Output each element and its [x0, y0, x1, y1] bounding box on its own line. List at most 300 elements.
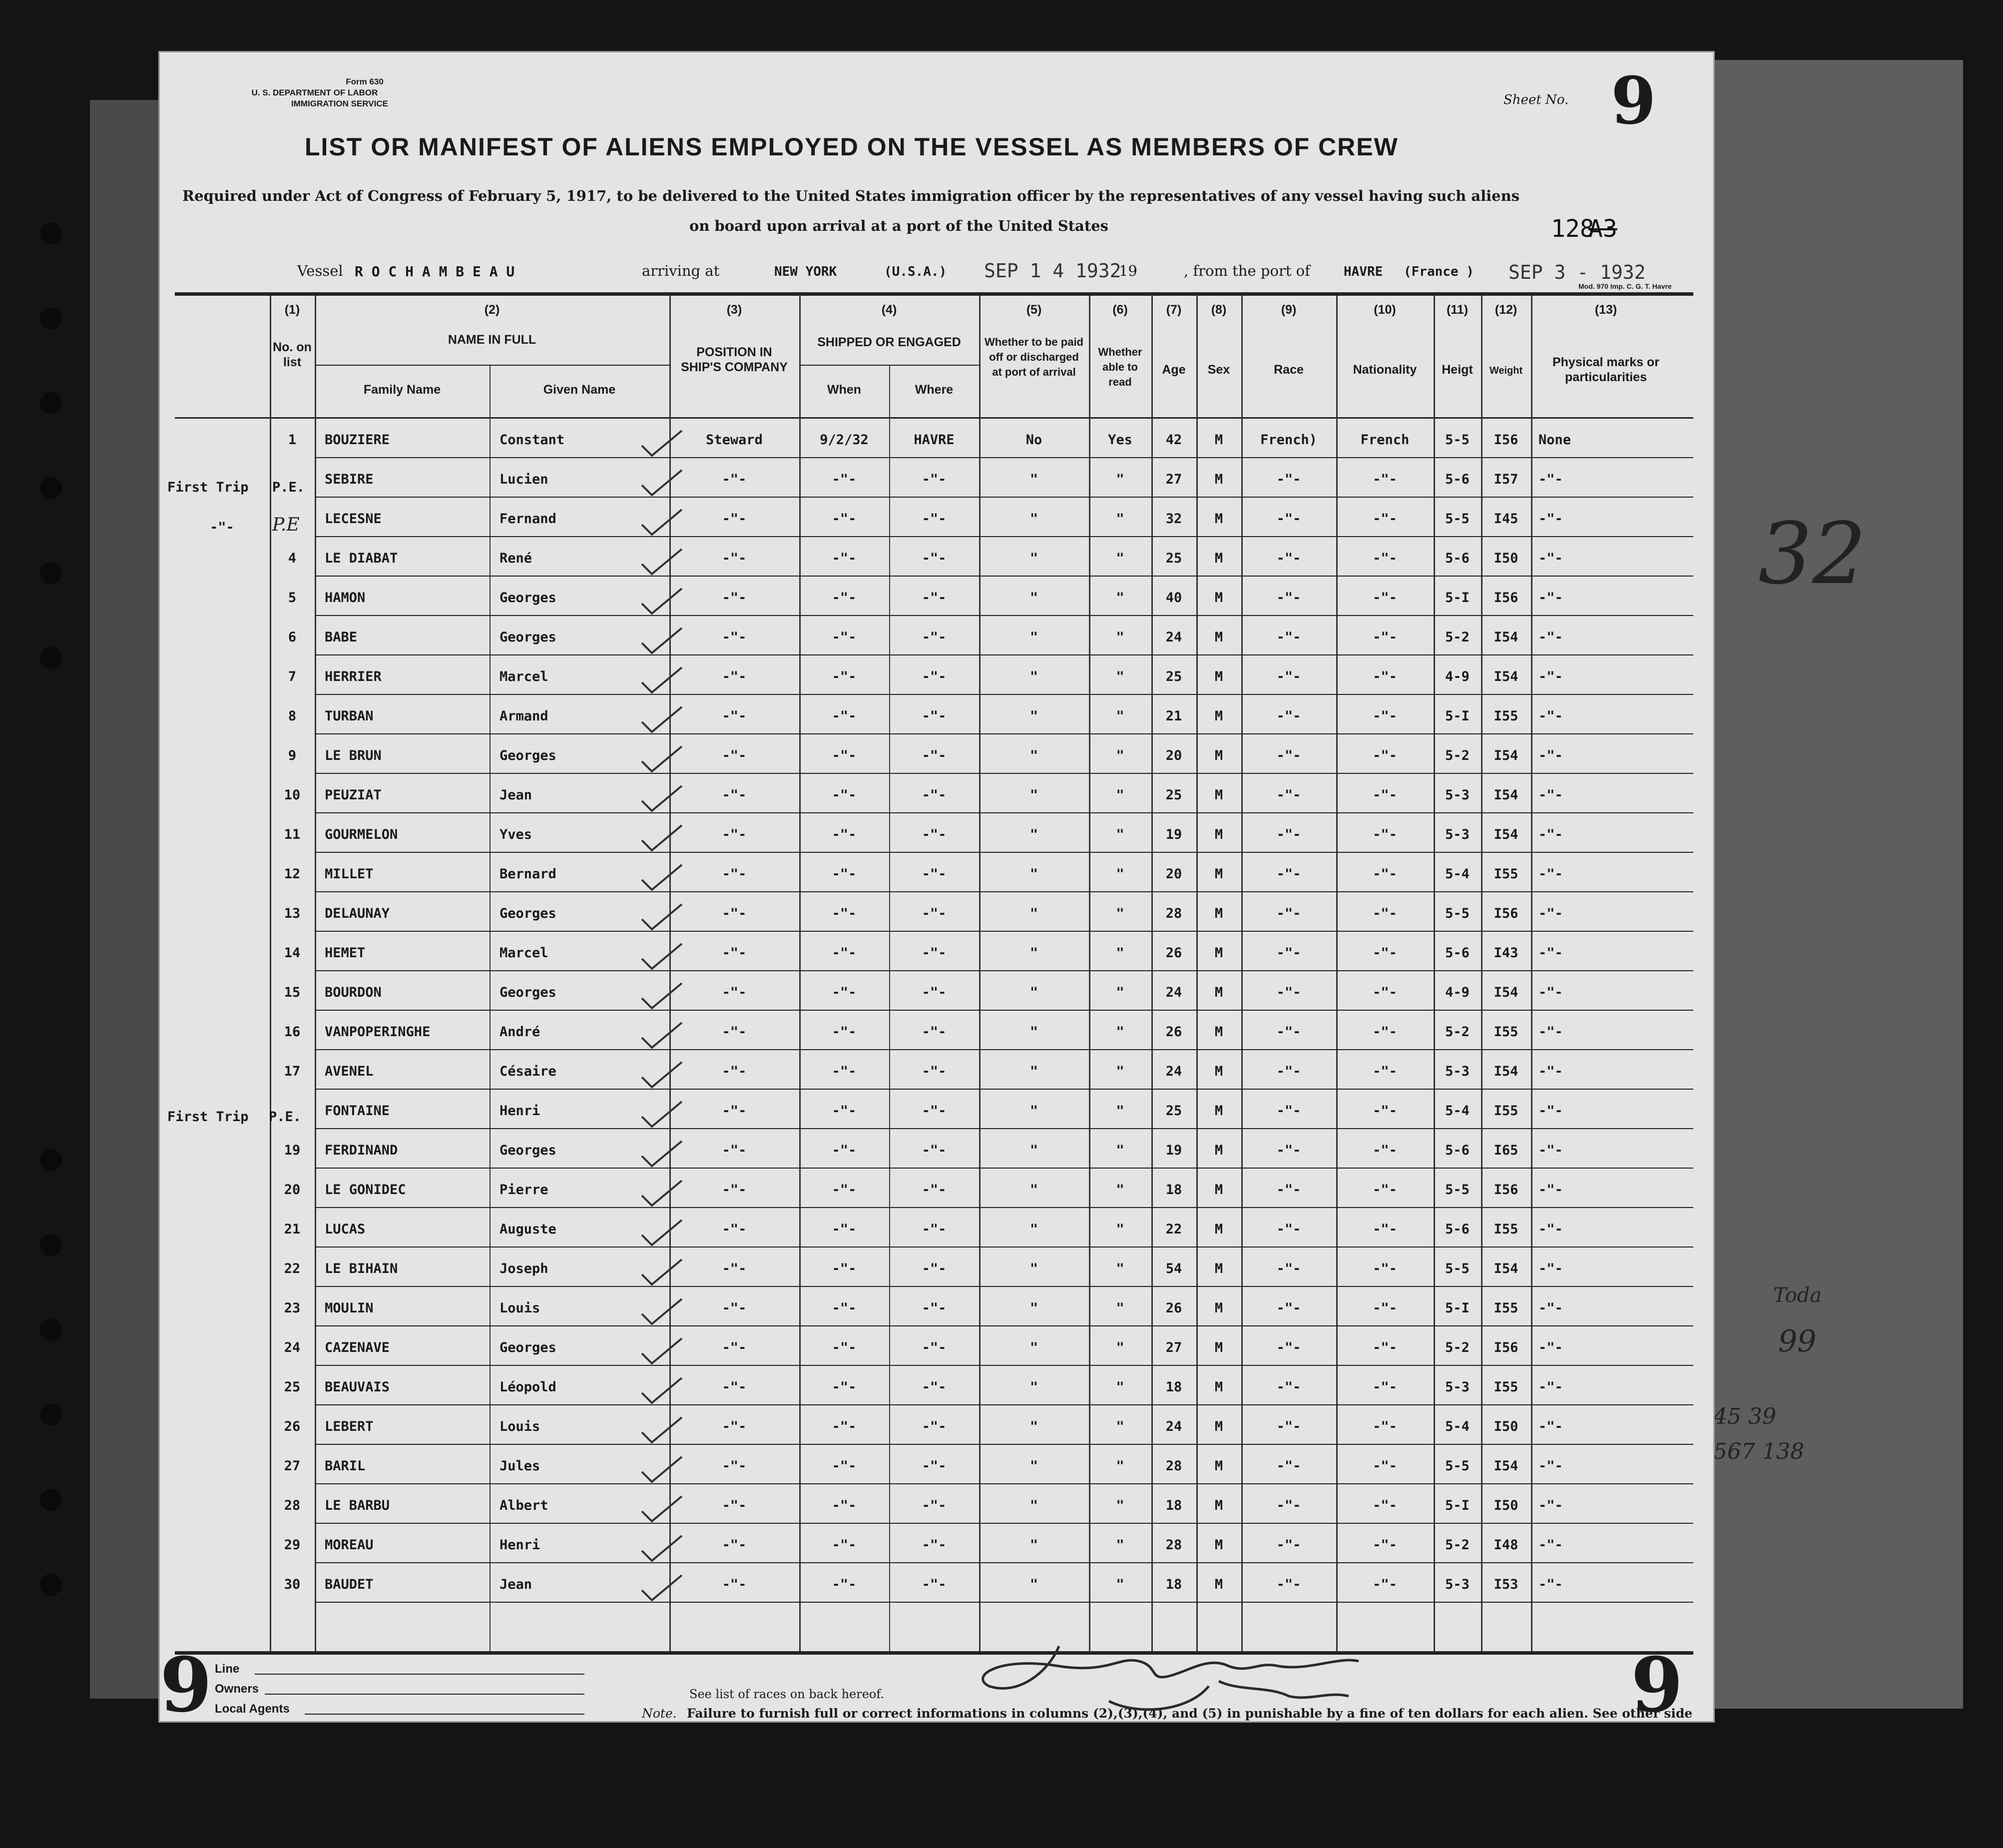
race: -"- [1276, 1498, 1301, 1513]
sheet-number-footer-right: 9 [1631, 1641, 1683, 1729]
given-name: Constant [500, 432, 565, 448]
height: 4-9 [1445, 669, 1470, 684]
col9-num: (9) [1281, 303, 1297, 317]
height: 5-5 [1445, 511, 1470, 527]
nationality: -"- [1373, 1379, 1397, 1395]
position: -"- [722, 1300, 747, 1316]
physical-marks: -"- [1538, 1182, 1563, 1198]
row-number: 5 [288, 590, 297, 606]
weight: I55 [1494, 866, 1518, 882]
given-name: Joseph [500, 1261, 548, 1276]
nationality: -"- [1373, 1143, 1397, 1158]
position: -"- [722, 511, 747, 527]
check-mark-icon [639, 547, 684, 577]
given-name: Pierre [500, 1182, 548, 1198]
agents-label: Local Agents [215, 1702, 290, 1716]
age: 18 [1165, 1379, 1182, 1395]
weight: I55 [1494, 1103, 1518, 1119]
able-to-read: " [1116, 1222, 1124, 1237]
binder-hole [40, 1319, 62, 1341]
row-rule [315, 1562, 1693, 1563]
row-rule [315, 1049, 1693, 1050]
height: 5-3 [1445, 827, 1470, 842]
col10-label: Nationality [1353, 363, 1417, 377]
paid-off: " [1029, 1103, 1038, 1119]
physical-marks: -"- [1538, 669, 1563, 684]
weight: I56 [1494, 590, 1518, 606]
physical-marks: -"- [1538, 472, 1563, 487]
col5-label: Whether to be paid off or discharged at port of arrival [985, 336, 1083, 378]
height: 5-5 [1445, 1458, 1470, 1474]
shipped-where: -"- [922, 866, 947, 882]
check-mark-icon [639, 1336, 684, 1366]
check-mark-icon [639, 1060, 684, 1090]
row-rule [315, 1128, 1693, 1129]
position: -"- [722, 945, 747, 961]
underlying-sheet-left [90, 100, 165, 1699]
physical-marks: -"- [1538, 1143, 1563, 1158]
race: -"- [1276, 827, 1301, 842]
race: -"- [1276, 1182, 1301, 1198]
paid-off: " [1029, 1458, 1038, 1474]
age: 21 [1165, 708, 1182, 724]
line-label: Line [215, 1662, 240, 1676]
family-name: LUCAS [325, 1222, 366, 1237]
position: -"- [722, 1419, 747, 1434]
shipped-when: -"- [832, 472, 857, 487]
weight: I54 [1494, 827, 1518, 842]
shipped-when: -"- [832, 590, 857, 606]
given-name: Louis [500, 1300, 540, 1316]
binder-hole [40, 562, 62, 584]
able-to-read: " [1116, 985, 1124, 1000]
mod-note: Mod. 970 Imp. C. G. T. Havre [1578, 282, 1672, 290]
nationality: -"- [1373, 1300, 1397, 1316]
shipped-where: -"- [922, 1024, 947, 1040]
check-mark-icon [639, 1573, 684, 1603]
able-to-read: " [1116, 1458, 1124, 1474]
col13-num: (13) [1594, 303, 1617, 317]
shipped-when: -"- [832, 1498, 857, 1513]
height: 5-4 [1445, 866, 1470, 882]
paid-off: " [1029, 1222, 1038, 1237]
position: -"- [722, 590, 747, 606]
row-rule [315, 1365, 1693, 1366]
nationality: -"- [1373, 1419, 1397, 1434]
shipped-where: -"- [922, 1498, 947, 1513]
shipped-where: -"- [922, 827, 947, 842]
physical-marks: -"- [1538, 827, 1563, 842]
shipped-where: -"- [922, 748, 947, 763]
shipped-when: -"- [832, 1222, 857, 1237]
row-number: 17 [284, 1064, 301, 1079]
nationality: -"- [1373, 1537, 1397, 1553]
weight: I55 [1494, 1379, 1518, 1395]
check-mark-icon [639, 1454, 684, 1484]
able-to-read: " [1116, 1300, 1124, 1316]
check-mark-icon [639, 1099, 684, 1129]
row-rule [315, 694, 1693, 695]
shipped-where: -"- [922, 1261, 947, 1276]
physical-marks: -"- [1538, 1103, 1563, 1119]
given-name: Léopold [500, 1379, 556, 1395]
sex: M [1214, 1537, 1223, 1553]
col12-num: (12) [1495, 303, 1517, 317]
row-number: 9 [288, 748, 297, 763]
line-rule [255, 1674, 584, 1675]
age: 25 [1165, 1103, 1182, 1119]
family-name: LE BARBU [325, 1498, 390, 1513]
column-rule [1531, 296, 1532, 1651]
nationality: -"- [1373, 511, 1397, 527]
race: -"- [1276, 1537, 1301, 1553]
shipped-when: -"- [832, 985, 857, 1000]
physical-marks: -"- [1538, 906, 1563, 921]
age: 42 [1165, 432, 1182, 448]
binder-hole [40, 307, 62, 329]
sheet-number-footer-left: 9 [160, 1641, 212, 1729]
col11-num: (11) [1446, 303, 1469, 317]
family-name: FONTAINE [325, 1103, 390, 1119]
race: -"- [1276, 985, 1301, 1000]
physical-marks: -"- [1538, 511, 1563, 527]
paid-off: " [1029, 629, 1038, 645]
position: -"- [722, 1261, 747, 1276]
shipped-when: -"- [832, 787, 857, 803]
family-name: DELAUNAY [325, 906, 390, 921]
department-name: U. S. DEPARTMENT OF LABOR [251, 88, 378, 97]
paid-off: " [1029, 1300, 1038, 1316]
shipped-when: -"- [832, 1300, 857, 1316]
sex: M [1214, 1143, 1223, 1158]
check-mark-icon [639, 468, 684, 498]
stamp-number-crossed: A3 [1588, 215, 1617, 243]
sex: M [1214, 945, 1223, 961]
position: -"- [722, 1340, 747, 1355]
given-name: Georges [500, 590, 556, 606]
agents-rule [305, 1714, 584, 1715]
row-number: 11 [284, 827, 301, 842]
from-label: , from the port of [1184, 262, 1310, 279]
row-rule [315, 497, 1693, 498]
height: 5-6 [1445, 551, 1470, 566]
binder-hole [40, 1234, 62, 1256]
sex: M [1214, 432, 1223, 448]
sex: M [1214, 1103, 1223, 1119]
able-to-read: " [1116, 669, 1124, 684]
shipped-when: -"- [832, 511, 857, 527]
check-mark-icon [639, 823, 684, 853]
row-rule [315, 812, 1693, 813]
physical-marks: -"- [1538, 1024, 1563, 1040]
column-rule [1481, 296, 1483, 1651]
shipped-where: -"- [922, 551, 947, 566]
check-mark-icon [639, 428, 684, 458]
row-rule [315, 536, 1693, 537]
col13-label: Physical marks or particularities [1552, 355, 1659, 384]
able-to-read: " [1116, 1379, 1124, 1395]
row-number: 15 [284, 985, 301, 1000]
height: 5-6 [1445, 1143, 1470, 1158]
row-number: 19 [284, 1143, 301, 1158]
height: 5-5 [1445, 1182, 1470, 1198]
check-mark-icon [639, 981, 684, 1011]
nationality: -"- [1373, 1458, 1397, 1474]
able-to-read: " [1116, 1498, 1124, 1513]
family-name: MOREAU [325, 1537, 374, 1553]
position: -"- [722, 866, 747, 882]
height: 5-I [1445, 590, 1470, 606]
column-rule [799, 296, 801, 1651]
weight: I55 [1494, 1300, 1518, 1316]
row-rule [315, 1207, 1693, 1208]
paid-off: " [1029, 1379, 1038, 1395]
given-name: Bernard [500, 866, 556, 882]
handwritten-side-b: 567 138 [1713, 1439, 1804, 1464]
given-name: Georges [500, 985, 556, 1000]
height: 5-2 [1445, 629, 1470, 645]
check-mark-icon [639, 744, 684, 774]
paid-off: " [1029, 748, 1038, 763]
physical-marks: -"- [1538, 590, 1563, 606]
position: -"- [722, 551, 747, 566]
race: -"- [1276, 906, 1301, 921]
age: 26 [1165, 1300, 1182, 1316]
able-to-read: " [1116, 511, 1124, 527]
able-to-read: " [1116, 906, 1124, 921]
margin-note-pe-handwritten: P.E [272, 515, 300, 535]
able-to-read: " [1116, 1577, 1124, 1592]
row-rule [315, 1089, 1693, 1090]
name-subheader-rule [315, 365, 669, 366]
able-to-read: " [1116, 748, 1124, 763]
physical-marks: -"- [1538, 945, 1563, 961]
age: 24 [1165, 985, 1182, 1000]
weight: I54 [1494, 787, 1518, 803]
weight: I43 [1494, 945, 1518, 961]
row-number: 7 [288, 669, 297, 684]
row-rule [315, 1602, 1693, 1603]
height: 5-3 [1445, 1379, 1470, 1395]
row-rule [315, 615, 1693, 616]
row-number: 13 [284, 906, 301, 921]
col1-label: No. on list [273, 340, 312, 369]
physical-marks: -"- [1538, 1419, 1563, 1434]
row-number: 23 [284, 1300, 301, 1316]
given-name: Jean [500, 787, 532, 803]
position: -"- [722, 985, 747, 1000]
nationality: -"- [1373, 1261, 1397, 1276]
family-name: BOUZIERE [325, 432, 390, 448]
shipped-where: -"- [922, 1340, 947, 1355]
given-name: Georges [500, 1143, 556, 1158]
row-number: 20 [284, 1182, 301, 1198]
family-name: PEUZIAT [325, 787, 382, 803]
col6-num: (6) [1112, 303, 1128, 317]
column-rule [669, 296, 671, 1651]
height: 5-5 [1445, 1261, 1470, 1276]
age: 18 [1165, 1498, 1182, 1513]
sex: M [1214, 866, 1223, 882]
shipped-when: -"- [832, 1340, 857, 1355]
weight: I50 [1494, 1419, 1518, 1434]
weight: I45 [1494, 511, 1518, 527]
position: -"- [722, 1379, 747, 1395]
given-name: René [500, 551, 532, 566]
shipped-when: -"- [832, 1419, 857, 1434]
nationality: -"- [1373, 866, 1397, 882]
note-label: Note. [642, 1706, 677, 1721]
sex: M [1214, 1222, 1223, 1237]
age: 24 [1165, 1419, 1182, 1434]
race: -"- [1276, 551, 1301, 566]
shipped-where: -"- [922, 906, 947, 921]
position: -"- [722, 708, 747, 724]
race: -"- [1276, 1300, 1301, 1316]
row-rule [315, 733, 1693, 734]
nationality: -"- [1373, 945, 1397, 961]
physical-marks: -"- [1538, 1577, 1563, 1592]
departure-date-stamp: SEP 3 - 1932 [1508, 261, 1646, 283]
check-mark-icon [639, 665, 684, 695]
age: 18 [1165, 1577, 1182, 1592]
row-number: 16 [284, 1024, 301, 1040]
able-to-read: " [1116, 590, 1124, 606]
shipped-where: -"- [922, 590, 947, 606]
paid-off: " [1029, 551, 1038, 566]
sex: M [1214, 906, 1223, 921]
able-to-read: " [1116, 472, 1124, 487]
handwritten-32: 32 [1758, 505, 1867, 604]
able-to-read: " [1116, 1419, 1124, 1434]
header-bottom-rule [175, 417, 1693, 419]
race: -"- [1276, 1143, 1301, 1158]
sex: M [1214, 1419, 1223, 1434]
family-name: HEMET [325, 945, 366, 961]
age: 24 [1165, 629, 1182, 645]
race: -"- [1276, 1024, 1301, 1040]
race: -"- [1276, 1379, 1301, 1395]
paid-off: " [1029, 1537, 1038, 1553]
physical-marks: -"- [1538, 1064, 1563, 1079]
form-subtitle-1: Required under Act of Congress of February 5, 1917, to be delivered to the United States immigration officer by the representatives of any vessel having such aliens [182, 187, 1520, 204]
races-note: See list of races on back hereof. [689, 1687, 885, 1701]
shipped-when: -"- [832, 906, 857, 921]
check-mark-icon [639, 1178, 684, 1208]
family-name: SEBIRE [325, 472, 374, 487]
col1-num: (1) [284, 303, 300, 317]
shipped-where: -"- [922, 1143, 947, 1158]
sex: M [1214, 629, 1223, 645]
physical-marks: -"- [1538, 1498, 1563, 1513]
able-to-read: " [1116, 708, 1124, 724]
race: -"- [1276, 511, 1301, 527]
height: 5-4 [1445, 1103, 1470, 1119]
paid-off: " [1029, 985, 1038, 1000]
form-number: Form 630 [346, 77, 384, 86]
physical-marks: -"- [1538, 787, 1563, 803]
col6-label: Whether able to read [1098, 346, 1142, 388]
height: 5-I [1445, 1300, 1470, 1316]
race: -"- [1276, 1340, 1301, 1355]
shipped-when: -"- [832, 669, 857, 684]
family-name: BEAUVAIS [325, 1379, 390, 1395]
check-mark-icon [639, 1218, 684, 1247]
able-to-read: " [1116, 1182, 1124, 1198]
check-mark-icon [639, 1257, 684, 1287]
position: Steward [706, 432, 763, 448]
weight: I54 [1494, 669, 1518, 684]
table-top-rule [175, 292, 1693, 296]
binder-hole [40, 1574, 62, 1596]
sex: M [1214, 1064, 1223, 1079]
race: -"- [1276, 1458, 1301, 1474]
family-name: LECESNE [325, 511, 382, 527]
sex: M [1214, 985, 1223, 1000]
check-mark-icon [639, 783, 684, 813]
row-rule [315, 576, 1693, 577]
position: -"- [722, 1577, 747, 1592]
race: French) [1260, 432, 1317, 448]
height: 5-2 [1445, 1024, 1470, 1040]
height: 5-2 [1445, 1537, 1470, 1553]
physical-marks: None [1538, 432, 1571, 448]
binder-hole [40, 647, 62, 669]
nationality: -"- [1373, 1340, 1397, 1355]
row-rule [315, 654, 1693, 655]
age: 40 [1165, 590, 1182, 606]
age: 26 [1165, 1024, 1182, 1040]
sex: M [1214, 1577, 1223, 1592]
row-rule [315, 970, 1693, 971]
col4-where: Where [915, 383, 954, 397]
column-rule [270, 296, 271, 1651]
col2-num: (2) [484, 303, 500, 317]
nationality: -"- [1373, 708, 1397, 724]
height: 5-4 [1445, 1419, 1470, 1434]
signature [959, 1626, 1508, 1721]
race: -"- [1276, 1577, 1301, 1592]
weight: I50 [1494, 1498, 1518, 1513]
family-name: VANPOPERINGHE [325, 1024, 431, 1040]
given-name: Yves [500, 827, 532, 842]
age: 19 [1165, 1143, 1182, 1158]
shipped-when: -"- [832, 1182, 857, 1198]
physical-marks: -"- [1538, 866, 1563, 882]
check-mark-icon [639, 1139, 684, 1169]
age: 32 [1165, 511, 1182, 527]
able-to-read: Yes [1108, 432, 1132, 448]
position: -"- [722, 1537, 747, 1553]
col10-num: (10) [1374, 303, 1396, 317]
row-number: 25 [284, 1379, 301, 1395]
paid-off: " [1029, 1419, 1038, 1434]
row-number: 4 [288, 551, 297, 566]
weight: I56 [1494, 1182, 1518, 1198]
family-name: BAUDET [325, 1577, 374, 1592]
col4-label: SHIPPED OR ENGAGED [817, 335, 961, 349]
column-rule [979, 296, 981, 1651]
given-name: Auguste [500, 1222, 556, 1237]
shipped-when: -"- [832, 748, 857, 763]
position: -"- [722, 1103, 747, 1119]
manifest-page [160, 52, 1713, 1729]
family-name: LE BRUN [325, 748, 382, 763]
able-to-read: " [1116, 787, 1124, 803]
weight: I50 [1494, 551, 1518, 566]
handwritten-side-a: 45 39 [1713, 1404, 1776, 1429]
row-number: 14 [284, 945, 301, 961]
